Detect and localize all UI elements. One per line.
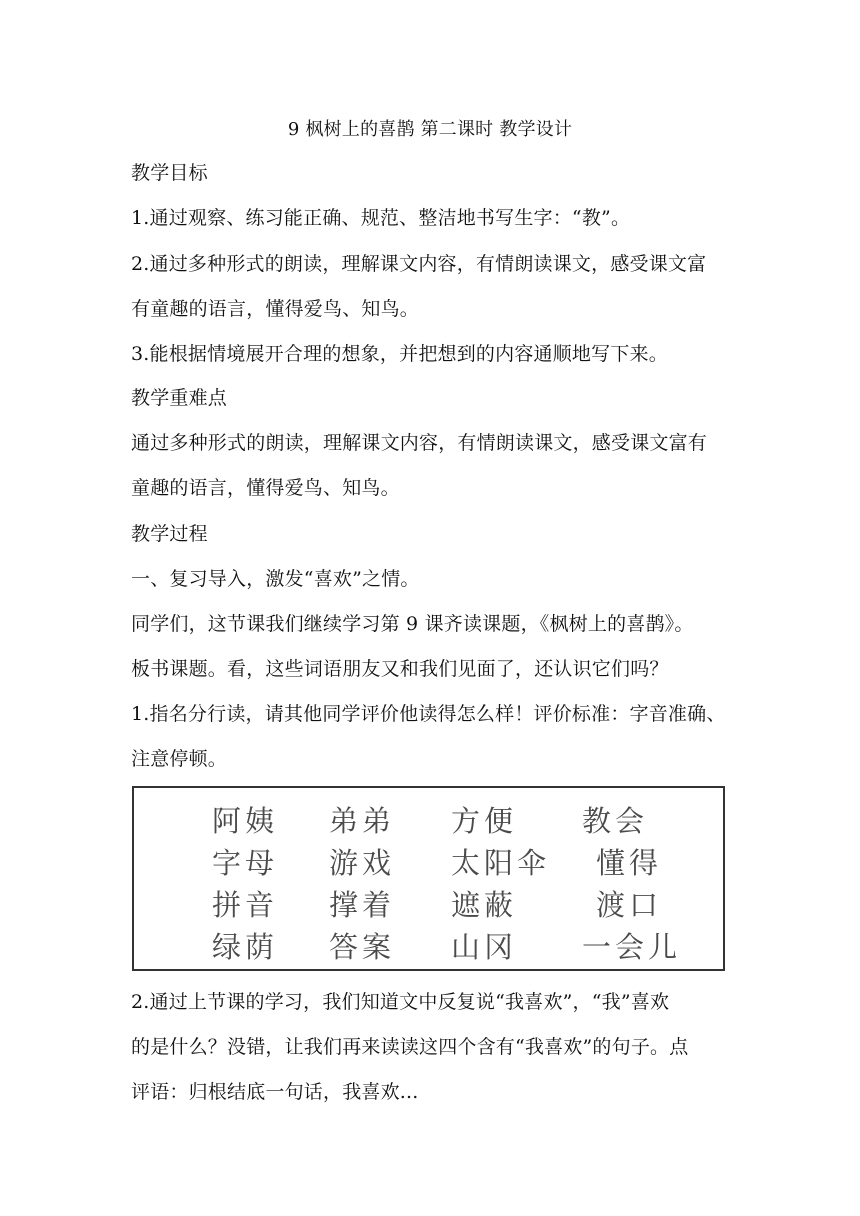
vocabulary-word: 教会	[582, 804, 649, 838]
vocabulary-word: 绿荫	[212, 930, 279, 964]
paragraph-line: 3.能根据情境展开合理的想象，并把想到的内容通顺地写下来。	[131, 343, 668, 365]
paragraph-line: 的是什么？没错，让我们再来读读这四个含有“我喜欢”的句子。点	[131, 1036, 689, 1058]
paragraph-line: 通过多种形式的朗读，理解课文内容，有情朗读课文，感受课文富有	[131, 432, 708, 454]
vocabulary-word: 方便	[451, 804, 518, 838]
paragraph-line: 2.通过上节课的学习，我们知道文中反复说“我喜欢”，“我”喜欢	[131, 991, 670, 1013]
vocabulary-word-table	[132, 786, 725, 971]
paragraph-line: 注意停顿。	[131, 748, 228, 770]
heading-key-points: 教学重难点	[131, 387, 228, 409]
vocabulary-word: 游戏	[329, 846, 396, 880]
vocabulary-word: 弟弟	[329, 804, 396, 838]
vocabulary-word: 拼音	[212, 888, 279, 922]
vocabulary-word: 山冈	[451, 930, 518, 964]
document-title: 9 枫树上的喜鹊 第二课时 教学设计	[287, 119, 573, 140]
vocabulary-word: 撑着	[329, 888, 396, 922]
paragraph-line: 评语：归根结底一句话，我喜欢...	[131, 1081, 419, 1103]
paragraph-line: 1.指名分行读，请其他同学评价他读得怎么样！评价标准：字音准确、	[131, 703, 726, 725]
paragraph-line: 2.通过多种形式的朗读，理解课文内容，有情朗读课文，感受课文富	[131, 253, 707, 275]
vocabulary-word: 遮蔽	[451, 888, 518, 922]
vocabulary-word: 阿姨	[212, 804, 279, 838]
vocabulary-word: 太阳伞	[451, 846, 551, 880]
heading-teaching-goals: 教学目标	[131, 162, 208, 184]
paragraph-line: 童趣的语言，懂得爱鸟、知鸟。	[131, 477, 400, 499]
vocabulary-word: 渡口	[596, 888, 663, 922]
vocabulary-word: 答案	[329, 930, 396, 964]
paragraph-line: 同学们，这节课我们继续学习第 9 课齐读课题，《枫树上的喜鹊》。	[131, 613, 694, 635]
paragraph-line: 有童趣的语言，懂得爱鸟、知鸟。	[131, 298, 420, 320]
paragraph-line: 一、复习导入，激发“喜欢”之情。	[131, 568, 420, 590]
paragraph-line: 板书课题。看，这些词语朋友又和我们见面了，还认识它们吗？	[131, 658, 669, 680]
heading-teaching-process: 教学过程	[131, 523, 208, 545]
vocabulary-word: 一会儿	[582, 930, 682, 964]
vocabulary-word: 懂得	[596, 846, 663, 880]
paragraph-line: 1.通过观察、练习能正确、规范、整洁地书写生字：“教”。	[131, 207, 631, 229]
vocabulary-word: 字母	[212, 846, 279, 880]
